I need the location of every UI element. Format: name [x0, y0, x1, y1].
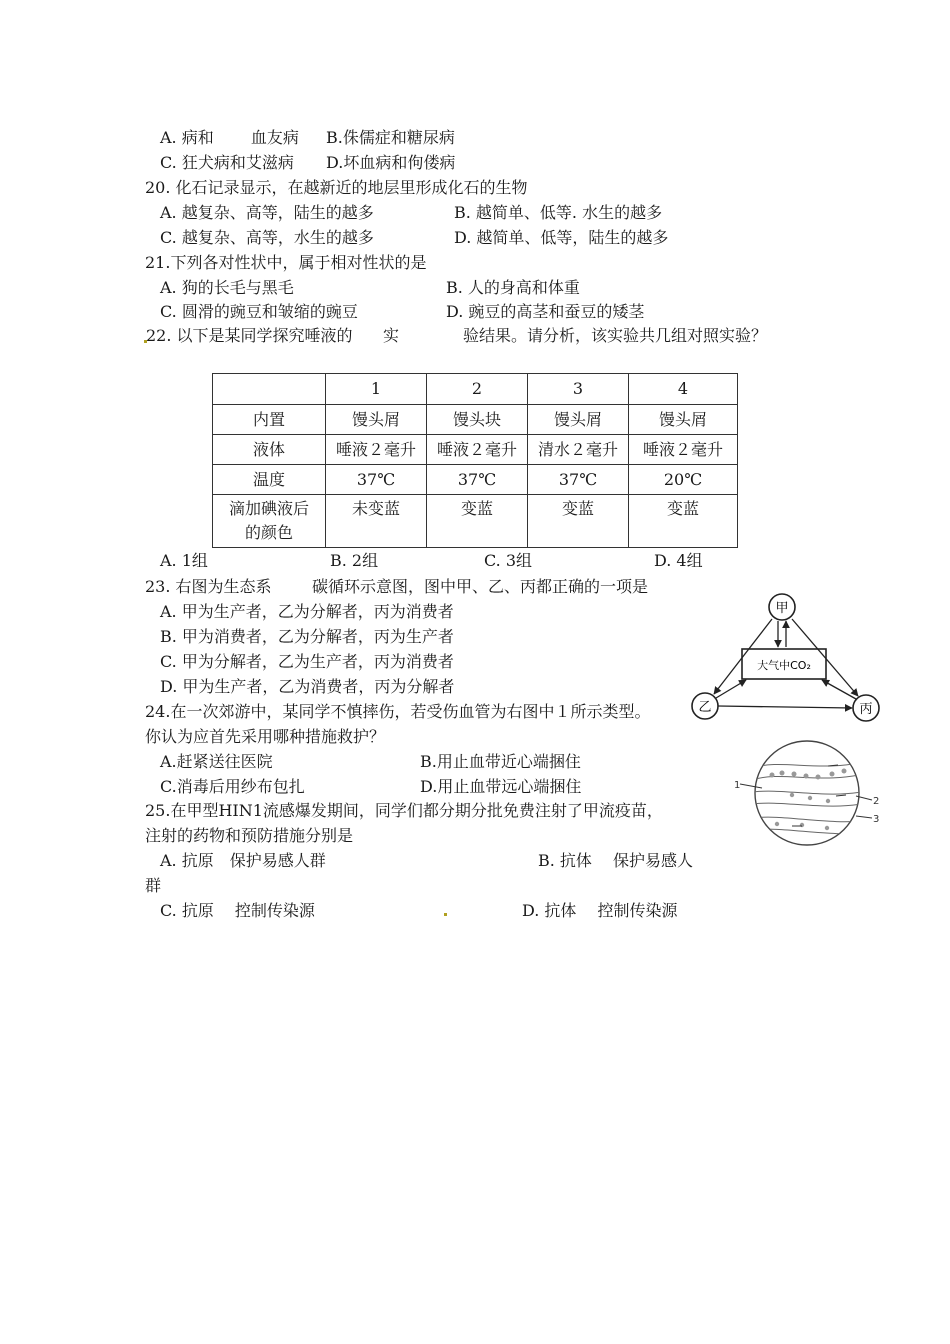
carbon-cycle-diagram — [690, 590, 890, 750]
table-cell: 37℃ — [528, 465, 629, 495]
node-top — [769, 594, 795, 620]
q19-option-d: D.坏血病和佝偻病 — [326, 153, 456, 172]
table-cell: 唾液２毫升 — [427, 435, 528, 465]
q25-option-b-wrap: 群 — [145, 876, 162, 895]
table-cell: 内置 — [213, 405, 326, 435]
stray-mark — [444, 913, 447, 916]
table-header-row — [213, 374, 738, 405]
table-cell: 馒头屑 — [629, 405, 738, 435]
q20-stem: 20. 化石记录显示，在越新近的地层里形成化石的生物 — [145, 178, 528, 197]
q20-option-d: D. 越简单、低等，陆生的越多 — [454, 228, 669, 247]
table-cell: 20℃ — [629, 465, 738, 495]
node-top-label: 甲 — [775, 601, 789, 616]
q23-option-d: D. 甲为生产者，乙为消费者，丙为分解者 — [160, 677, 455, 696]
table-cell: 液体 — [213, 435, 326, 465]
q24-stem-line1: 24.在一次郊游中，某同学不慎摔伤，若受伤血管为右图中１所示类型。 — [145, 702, 651, 721]
table-cell: 3 — [528, 374, 629, 405]
table-cell: 滴加碘液后的颜色 — [213, 495, 326, 548]
q22-option-b: B. 2组 — [330, 551, 379, 570]
arrow — [822, 680, 856, 699]
q23-option-c: C. 甲为分解者，乙为生产者，丙为消费者 — [160, 652, 454, 671]
table-row — [213, 435, 738, 465]
q25-option-a: A. 抗原 保护易感人群 — [160, 851, 326, 870]
table-row — [213, 405, 738, 435]
table-row — [213, 465, 738, 495]
q25-option-b: B. 抗体 保护易感人 — [538, 851, 694, 870]
co2-box-label: 大气中CO₂ — [757, 659, 811, 672]
q20-option-c: C. 越复杂、高等，水生的越多 — [160, 228, 374, 247]
table-cell: 变蓝 — [629, 495, 738, 548]
table-cell: 变蓝 — [528, 495, 629, 548]
table-cell: 未变蓝 — [326, 495, 427, 548]
q22-stem-part3: 验结果。请分析，该实验共几组对照实验？ — [463, 326, 768, 345]
q23-option-b: B. 甲为消费者，乙为分解者，丙为生产者 — [160, 627, 454, 646]
table-cell: 温度 — [213, 465, 326, 495]
q24-option-b: B.用止血带近心端捆住 — [420, 752, 581, 771]
experiment-table — [212, 373, 738, 548]
q20-option-b: B. 越简单、低等. 水生的越多 — [454, 203, 663, 222]
table-cell: 2 — [427, 374, 528, 405]
table-cell: 37℃ — [427, 465, 528, 495]
q19-option-b: B.侏儒症和糖尿病 — [326, 128, 455, 147]
table-cell: 4 — [629, 374, 738, 405]
node-left-label: 乙 — [698, 700, 712, 715]
q19-option-c: C. 狂犬病和艾滋病 — [160, 153, 294, 172]
q23-option-a: A. 甲为生产者，乙为分解者，丙为消费者 — [160, 602, 454, 621]
table-cell: 1 — [326, 374, 427, 405]
q24-stem-line2: 你认为应首先采用哪种措施救护？ — [145, 727, 386, 746]
q25-option-c: C. 抗原 控制传染源 — [160, 901, 315, 920]
q21-stem: 21.下列各对性状中，属于相对性状的是 — [145, 253, 427, 272]
figure-label-2: 2 — [873, 796, 880, 807]
q24-option-a: A.赶紧送往医院 — [160, 752, 273, 771]
table-cell: 唾液２毫升 — [629, 435, 738, 465]
table-cell: 馒头屑 — [326, 405, 427, 435]
q25-option-d: D. 抗体 控制传染源 — [522, 901, 678, 920]
table-cell: 清水２毫升 — [528, 435, 629, 465]
q21-option-d: D. 豌豆的高茎和蚕豆的矮茎 — [446, 302, 645, 321]
node-left — [692, 693, 718, 719]
q22-option-a: A. 1组 — [160, 551, 208, 570]
q23-stem-part2: 碳循环示意图，图中甲、乙、丙都正确的一项是 — [312, 577, 649, 596]
q25-stem-line2: 注射的药物和预防措施分别是 — [145, 826, 354, 845]
table-cell: 唾液２毫升 — [326, 435, 427, 465]
q19-option-a: A. 病和 血友病 — [160, 128, 299, 147]
table-cell: 馒头屑 — [528, 405, 629, 435]
table-row — [213, 495, 738, 548]
node-right-label: 丙 — [859, 702, 873, 717]
table-cell: 37℃ — [326, 465, 427, 495]
q25-stem-line1: 25.在甲型HIN1流感爆发期间，同学们都分期分批免费注射了甲流疫苗， — [145, 801, 663, 820]
q22-option-d: D. 4组 — [654, 551, 703, 570]
q21-option-c: C. 圆滑的豌豆和皱缩的豌豆 — [160, 302, 358, 321]
table-cell: 变蓝 — [427, 495, 528, 548]
node-right — [853, 695, 879, 721]
arrow — [718, 706, 852, 708]
table-cell — [213, 374, 326, 405]
q22-stem-part2: 实 — [383, 326, 400, 345]
q21-option-b: B. 人的身高和体重 — [446, 278, 580, 297]
q20-option-a: A. 越复杂、高等，陆生的越多 — [160, 203, 374, 222]
blood-vessel-figure — [732, 738, 882, 848]
q24-option-c: C.消毒后用纱布包扎 — [160, 777, 305, 796]
arrow — [716, 680, 746, 698]
q23-stem-part1: 23. 右图为生态系 — [145, 577, 272, 596]
table-cell: 馒头块 — [427, 405, 528, 435]
figure-label-1: 1 — [734, 780, 741, 791]
q22-option-c: C. 3组 — [484, 551, 533, 570]
co2-box — [742, 649, 826, 679]
q24-option-d: D.用止血带远心端捆住 — [420, 777, 582, 796]
figure-label-3: 3 — [873, 814, 880, 825]
q21-option-a: A. 狗的长毛与黑毛 — [160, 278, 294, 297]
q22-stem-part1: 22. 以下是某同学探究唾液的 — [146, 326, 353, 345]
